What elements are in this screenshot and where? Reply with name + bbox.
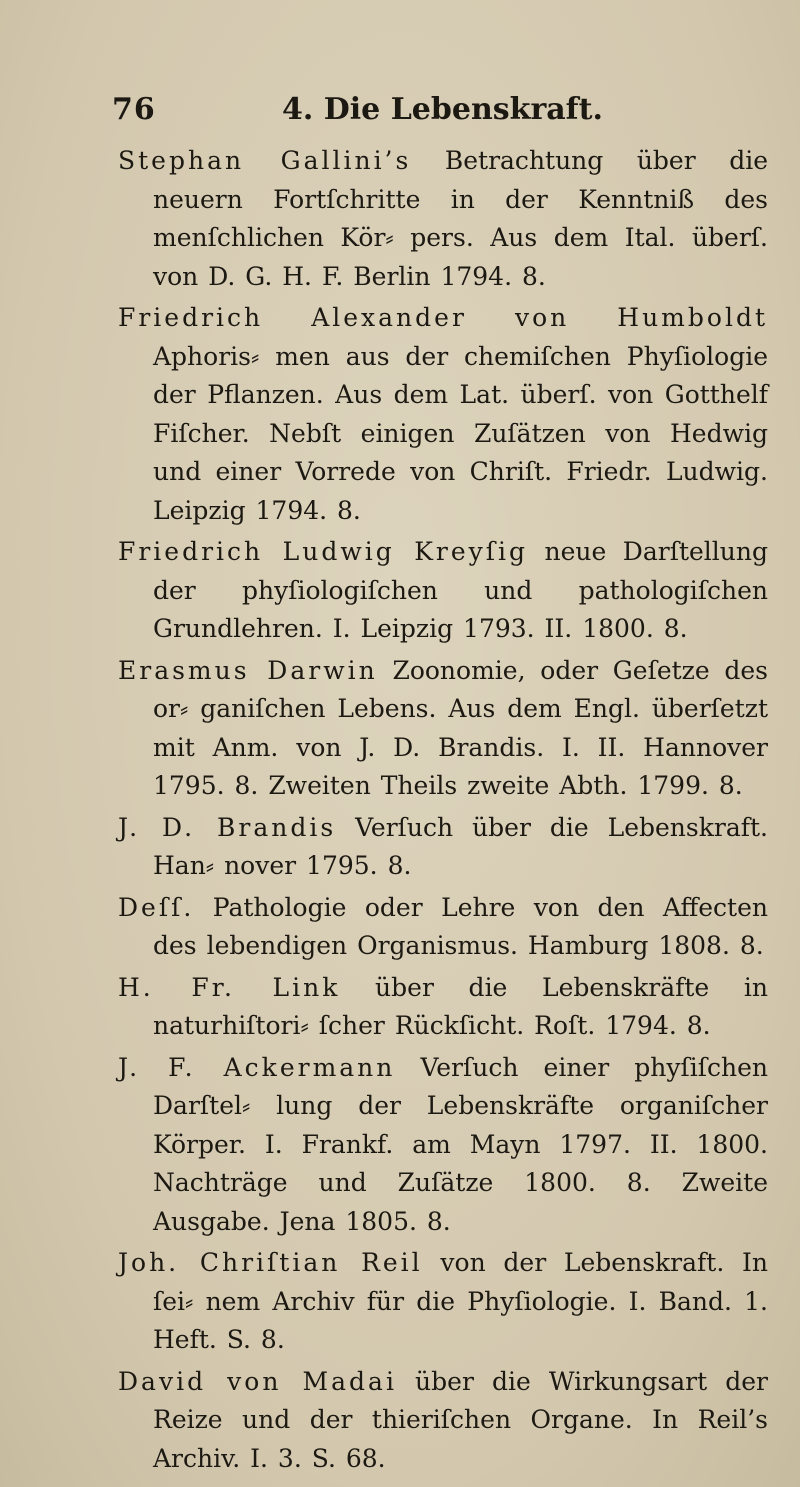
entry-text: über die Lebenskräfte in naturhiſtori⸗ ſcher Rückſicht. Roſt. 1794. 8.: [153, 972, 768, 1040]
bibliography-list: [118, 142, 768, 1481]
bibliography-entry: [118, 1363, 768, 1479]
bibliography-entry: [118, 142, 768, 296]
bibliography-entry: [118, 652, 768, 806]
running-title: 4. Die Lebenskraft.: [282, 92, 603, 127]
entry-author: Erasmus Darwin: [118, 655, 378, 685]
entry-text: Pathologie oder Lehre von den Affecten des lebendigen Organismus. Hamburg 1808. 8.: [153, 892, 768, 960]
entry-author: J. F. Ackermann: [118, 1052, 396, 1082]
entry-author: Joh. Chriſtian Reil: [118, 1248, 423, 1277]
entry-author: Stephan Gallini’s: [118, 146, 412, 175]
entry-text: Zoonomie, oder Geſetze des or⸗ ganiſchen Lebens. Aus dem Engl. überſetzt mit Anm. von J. D. Brandis. I. II. Hannover 1795. 8. Zweiten Theils zweite Abth. 1799. 8.: [153, 655, 768, 800]
entry-author: David von Madai: [118, 1366, 397, 1396]
entry-text: von der Lebenskraft. In ſei⸗ nem Archiv für die Phyſiologie. I. Band. 1. Heft. S. 8.: [153, 1248, 768, 1354]
entry-author: Friedrich Alexander von Humboldt: [118, 303, 768, 332]
entry-author: J. D. Brandis: [118, 812, 337, 842]
entry-author: Friedrich Ludwig Kreyſig: [118, 537, 529, 566]
bibliography-entry: [118, 1049, 768, 1242]
bibliography-entry: [118, 299, 768, 530]
page-number: 76: [112, 92, 156, 127]
entry-text: neue Darſtellung der phyſiologiſchen und pathologiſchen Grundlehren. I. Leipzig 1793. II. 1800. 8.: [153, 537, 768, 643]
entry-text: Betrachtung über die neuern Fortſchritte in der Kenntniß des menſchlichen Kör⸗ pers. Aus dem Ital. überſ. von D. G. H. F. Berlin 1794. 8.: [153, 146, 768, 291]
bibliography-entry: [118, 809, 768, 886]
entry-text: Verſuch über die Lebenskraft. Han⸗ nover 1795. 8.: [153, 812, 768, 880]
bibliography-entry: [118, 969, 768, 1046]
entry-text: Verſuch einer phyſiſchen Darſtel⸗ lung der Lebenskräfte organiſcher Körper. I. Frankf. am Mayn 1797. II. 1800. Nachträge und Zuſätze 1800. 8. Zweite Ausgabe. Jena 1805. 8.: [153, 1052, 768, 1236]
bibliography-entry: [118, 533, 768, 649]
entry-author: Deſſ.: [118, 892, 195, 922]
entry-text: über die Wirkungsart der Reize und der thieriſchen Organe. In Reil’s Archiv. I. 3. S. 68.: [153, 1366, 769, 1473]
bibliography-entry: [118, 1244, 768, 1360]
entry-text: Aphoris⸗ men aus der chemiſchen Phyſiologie der Pflanzen. Aus dem Lat. überſ. von Gotthelf Fiſcher. Nebſt einigen Zuſätzen von Hedwig und einer Vorrede von Chriſt. Friedr. Ludwig. Leipzig 1794. 8.: [153, 341, 768, 525]
bibliography-entry: [118, 889, 768, 966]
entry-author: H. Fr. Link: [118, 972, 341, 1002]
page-header: [112, 92, 712, 136]
